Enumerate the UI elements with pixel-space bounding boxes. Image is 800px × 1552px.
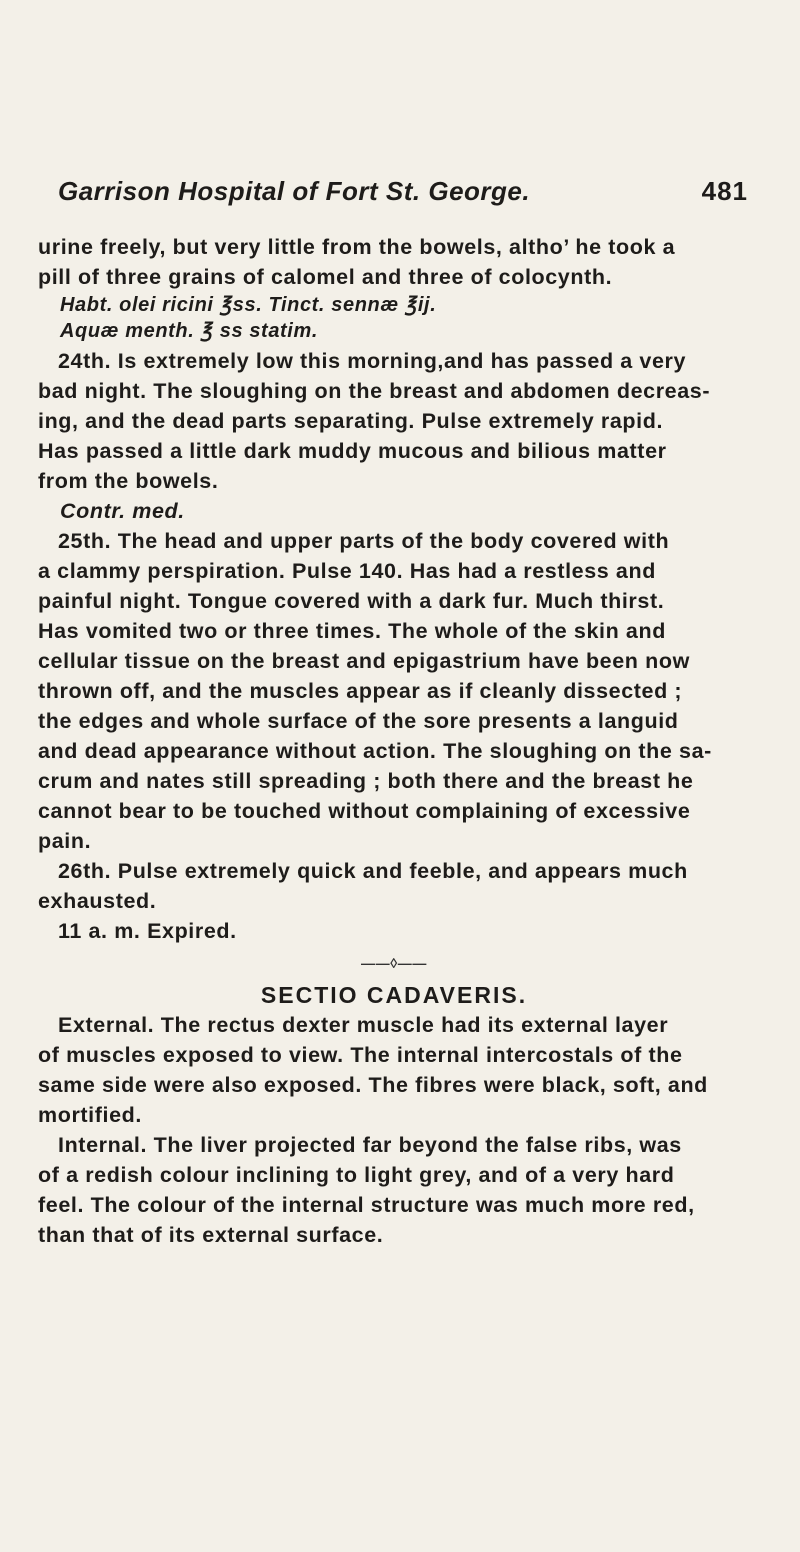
text-line: painful night. Tongue covered with a dark fur. Much thirst. bbox=[38, 589, 665, 613]
text-line: pain. bbox=[38, 829, 92, 853]
section-heading: SECTIO CADAVERIS. bbox=[260, 982, 528, 1008]
prescription-line: Contr. med. bbox=[60, 499, 185, 523]
page-body bbox=[38, 232, 750, 1250]
text-line: mortified. bbox=[38, 1103, 142, 1127]
text-line: crum and nates still spreading ; both there and the breast he bbox=[38, 769, 694, 793]
section-ornament: ——◊—— bbox=[361, 955, 427, 971]
text-line: of a redish colour inclining to light grey, and of a very hard bbox=[38, 1163, 675, 1187]
running-title: Garrison Hospital of Fort St. George. bbox=[58, 176, 531, 206]
prescription-line: Aquæ menth. ℥ ss statim. bbox=[60, 320, 318, 342]
text-line: Internal. The liver projected far beyond the false ribs, was bbox=[58, 1133, 682, 1157]
text-line: 11 a. m. Expired. bbox=[58, 919, 237, 943]
text-line: from the bowels. bbox=[38, 469, 219, 493]
page-number: 481 bbox=[701, 176, 748, 206]
text-line: Has passed a little dark muddy mucous and bilious matter bbox=[38, 439, 667, 463]
text-line: pill of three grains of calomel and three of colocynth. bbox=[38, 265, 613, 289]
text-line: Has vomited two or three times. The whole of the skin and bbox=[38, 619, 666, 643]
text-line: 26th. Pulse extremely quick and feeble, and appears much bbox=[58, 859, 688, 883]
text-line: exhausted. bbox=[38, 889, 157, 913]
text-line: feel. The colour of the internal structure was much more red, bbox=[38, 1193, 695, 1217]
text-line: 25th. The head and upper parts of the body covered with bbox=[58, 529, 670, 553]
prescription-line: Habt. olei ricini ℥ss. Tinct. sennæ ℥ij. bbox=[60, 294, 437, 316]
text-line: External. The rectus dexter muscle had its external layer bbox=[58, 1013, 669, 1037]
text-line: thrown off, and the muscles appear as if cleanly dissected ; bbox=[38, 679, 683, 703]
text-line: cannot bear to be touched without complaining of excessive bbox=[38, 799, 691, 823]
text-line: ing, and the dead parts separating. Pulse extremely rapid. bbox=[38, 409, 664, 433]
text-line: same side were also exposed. The fibres were black, soft, and bbox=[38, 1073, 708, 1097]
text-line: than that of its external surface. bbox=[38, 1223, 384, 1247]
text-line: urine freely, but very little from the bowels, altho’ he took a bbox=[38, 235, 676, 259]
text-line: of muscles exposed to view. The internal intercostals of the bbox=[38, 1043, 683, 1067]
text-line: 24th. Is extremely low this morning,and has passed a very bbox=[58, 349, 687, 373]
text-line: bad night. The sloughing on the breast and abdomen decreas- bbox=[38, 379, 711, 403]
text-line: and dead appearance without action. The sloughing on the sa- bbox=[38, 739, 712, 763]
text-line: a clammy perspiration. Pulse 140. Has had a restless and bbox=[38, 559, 656, 583]
text-line: cellular tissue on the breast and epigastrium have been now bbox=[38, 649, 690, 673]
text-line: the edges and whole surface of the sore presents a languid bbox=[38, 709, 679, 733]
